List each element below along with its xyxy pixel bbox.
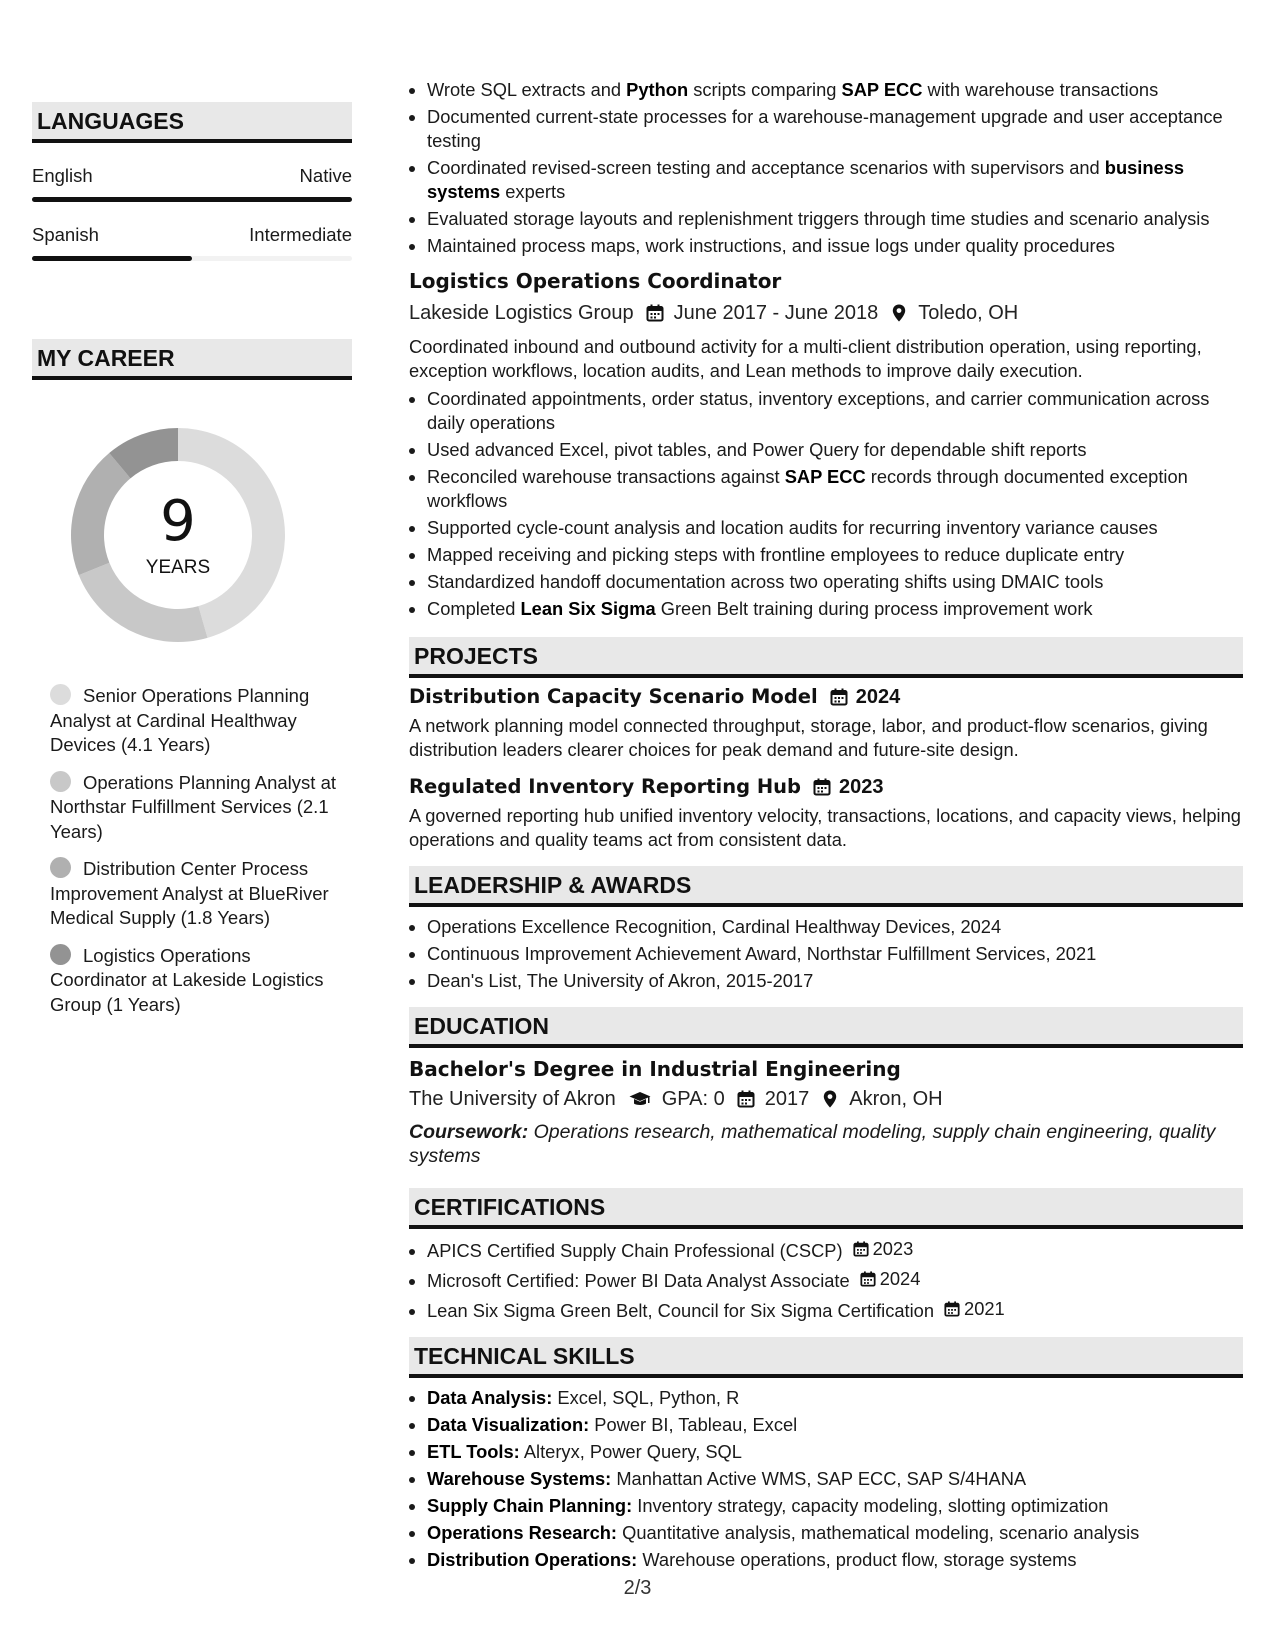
skill-item [427, 1548, 1243, 1572]
previous-job-bullets [409, 78, 1243, 258]
projects-list [409, 684, 1243, 852]
language-proficiency-fill [32, 256, 192, 261]
skill-value: Quantitative analysis, mathematical modeling, scenario analysis [622, 1522, 1140, 1543]
career-legend-item [50, 944, 352, 1018]
certification-name: APICS Certified Supply Chain Professional (CSCP) [427, 1240, 843, 1261]
certification-item [427, 1237, 1243, 1263]
certification-date [944, 1297, 1005, 1321]
bullet-text: Reconciled warehouse transactions against [427, 466, 785, 487]
certification-year: 2024 [879, 1268, 921, 1289]
education-year: 2017 [764, 1088, 810, 1110]
skills-list [409, 1386, 1243, 1572]
legend-dot-icon [50, 771, 71, 792]
career-legend-item [50, 684, 352, 758]
skill-value: Excel, SQL, Python, R [557, 1387, 740, 1408]
language-level: Native [299, 165, 352, 186]
award-item: • Continuous Improvement Achievement Award, Northstar Fulfillment Services, 2021 [427, 942, 1243, 966]
donut-center [65, 422, 291, 648]
bullet-keyword: SAP ECC [784, 466, 866, 487]
career-legend-label: Operations Planning Analyst at Northstar Fulfillment Services (2.1 Years) [50, 771, 336, 842]
skill-value: Power BI, Tableau, Excel [594, 1414, 798, 1435]
project-description: A governed reporting hub unified inventory velocity, transactions, locations, and capacity views, helping operations and quality teams act from consistent data. [409, 805, 1241, 850]
education-coursework [409, 1120, 1243, 1168]
certification-date [860, 1267, 921, 1291]
language-row [32, 224, 352, 246]
skill-value: Alteryx, Power Query, SQL [523, 1441, 742, 1462]
calendar-icon [737, 1090, 755, 1108]
career-legend-label: Distribution Center Process Improvement Analyst at BlueRiver Medical Supply (1.8 Years) [50, 858, 329, 928]
job-title: Logistics Operations Coordinator [409, 269, 782, 293]
bullet-item [427, 597, 1243, 621]
bullet-text: Supported cycle-count analysis and location audits for recurring inventory variance causes [427, 517, 1158, 538]
bullet-text: Used advanced Excel, pivot tables, and Power Query for dependable shift reports [427, 439, 1087, 460]
location-pin-icon [821, 1090, 839, 1108]
certifications-list [409, 1237, 1243, 1323]
education-location: Akron, OH [849, 1088, 943, 1110]
bullet-item [427, 438, 1243, 462]
calendar-icon [944, 1301, 960, 1317]
bullet-keyword: SAP ECC [841, 79, 923, 100]
language-proficiency-bar [32, 197, 352, 202]
bullet-keyword: business systems [427, 157, 1185, 202]
project-year: 2023 [839, 776, 884, 798]
bullet-text: scripts comparing [688, 79, 842, 100]
calendar-icon [853, 1241, 869, 1257]
bullet-text: Mapped receiving and picking steps with frontline employees to reduce duplicate entry [427, 544, 1125, 565]
skill-label: ETL Tools: [427, 1441, 520, 1462]
languages-list [32, 165, 352, 261]
career-donut-chart [65, 422, 291, 648]
language-name: English [32, 165, 93, 186]
skill-label: Operations Research: [427, 1522, 617, 1543]
certification-item [427, 1297, 1243, 1323]
bullet-item [427, 465, 1243, 513]
project-title-row [409, 774, 1243, 800]
location-pin-icon [890, 304, 908, 322]
award-item: • Dean's List, The University of Akron, 2015-2017 [427, 969, 1243, 993]
bullet-text: Coordinated appointments, order status, inventory exceptions, and carrier communication across daily operations [427, 388, 1210, 433]
project-title: Distribution Capacity Scenario Model [409, 685, 818, 708]
skill-label: Data Analysis: [427, 1387, 553, 1408]
skill-label: Warehouse Systems: [427, 1468, 612, 1489]
project-item [409, 774, 1243, 852]
bullet-text: Documented current-state processes for a warehouse-management upgrade and user acceptance testing [427, 106, 1223, 151]
certifications-heading: CERTIFICATIONS [409, 1188, 1243, 1229]
career-heading: MY CAREER [32, 339, 352, 380]
certification-name: Microsoft Certified: Power BI Data Analyst Associate [427, 1270, 850, 1291]
skill-label: Data Visualization: [427, 1414, 590, 1435]
languages-heading: LANGUAGES [32, 102, 352, 143]
bullet-item [427, 105, 1243, 153]
legend-dot-icon [50, 944, 71, 965]
leadership-heading: LEADERSHIP & AWARDS [409, 866, 1243, 907]
bullet-item [427, 156, 1243, 204]
skill-label: Distribution Operations: [427, 1549, 638, 1570]
project-item [409, 684, 1243, 762]
bullet-item [427, 516, 1243, 540]
career-legend [32, 684, 352, 1017]
project-title: Regulated Inventory Reporting Hub [409, 775, 802, 798]
certification-year: 2023 [872, 1238, 914, 1259]
bullet-item [427, 570, 1243, 594]
skill-item [427, 1413, 1243, 1437]
skill-value: Inventory strategy, capacity modeling, slotting optimization [637, 1495, 1109, 1516]
skill-item [427, 1386, 1243, 1410]
job-company: Lakeside Logistics Group [409, 302, 634, 324]
skill-label: Supply Chain Planning: [427, 1495, 633, 1516]
career-years-label: YEARS [145, 557, 211, 578]
bullet-text: records through documented exception workflows [427, 466, 1188, 511]
education-gpa: GPA: 0 [661, 1088, 725, 1110]
calendar-icon [860, 1271, 876, 1287]
bullet-keyword: Python [626, 79, 689, 100]
bullet-text: Completed [427, 598, 521, 619]
graduation-cap-icon [628, 1090, 652, 1108]
education-meta [409, 1086, 1243, 1112]
certification-year: 2021 [964, 1298, 1005, 1319]
calendar-icon [813, 778, 831, 796]
job-location: Toledo, OH [918, 302, 1019, 324]
project-title-row [409, 684, 1243, 710]
bullet-keyword: Lean Six Sigma [520, 598, 656, 619]
bullet-text: Evaluated storage layouts and replenishment triggers through time studies and scenario analysis [427, 208, 1210, 229]
career-legend-item [50, 857, 352, 931]
calendar-icon [646, 304, 664, 322]
skill-value: Warehouse operations, product flow, storage systems [642, 1549, 1077, 1570]
career-legend-item [50, 771, 352, 845]
project-description: A network planning model connected throughput, storage, labor, and product-flow scenarios, giving distribution leaders clearer choices for peak demand and future-site design. [409, 715, 1208, 760]
language-proficiency-fill [32, 197, 352, 202]
projects-heading: PROJECTS [409, 637, 1243, 678]
job-summary: Coordinated inbound and outbound activity for a multi-client distribution operation, using reporting, exception workflows, location audits, and Lean methods to improve daily execution. [409, 336, 1202, 381]
bullet-item [427, 78, 1243, 102]
leadership-list [409, 915, 1243, 993]
bullet-text: Standardized handoff documentation across two operating shifts using DMAIC tools [427, 571, 1104, 592]
award-item: • Operations Excellence Recognition, Cardinal Healthway Devices, 2024 [427, 915, 1243, 939]
legend-dot-icon [50, 857, 71, 878]
bullet-text: Wrote SQL extracts and [427, 79, 627, 100]
certification-date [853, 1237, 914, 1261]
bullet-text: experts [500, 181, 566, 202]
skill-item [427, 1494, 1243, 1518]
education-degree: Bachelor's Degree in Industrial Engineering [409, 1057, 901, 1081]
job-dates: June 2017 - June 2018 [673, 302, 879, 324]
bullet-text: Coordinated revised-screen testing and acceptance scenarios with supervisors and [427, 157, 1105, 178]
education-heading: EDUCATION [409, 1007, 1243, 1048]
certification-name: Lean Six Sigma Green Belt, Council for Six Sigma Certification [427, 1300, 935, 1321]
bullet-text: Maintained process maps, work instructions, and issue logs under quality procedures [427, 235, 1115, 256]
skill-item [427, 1521, 1243, 1545]
bullet-text: Green Belt training during process improvement work [655, 598, 1093, 619]
right-column [409, 78, 1243, 1575]
language-name: Spanish [32, 224, 99, 245]
language-level: Intermediate [249, 224, 352, 245]
language-proficiency-bar [32, 256, 352, 261]
calendar-icon [830, 688, 848, 706]
project-year: 2024 [855, 686, 901, 708]
skills-heading: TECHNICAL SKILLS [409, 1337, 1243, 1378]
coursework-label: Coursework: [409, 1121, 529, 1143]
bullet-item [427, 207, 1243, 231]
career-legend-label: Senior Operations Planning Analyst at Cardinal Healthway Devices (4.1 Years) [50, 685, 310, 755]
education-school: The University of Akron [409, 1088, 616, 1110]
skill-item [427, 1467, 1243, 1491]
bullet-item [427, 543, 1243, 567]
legend-dot-icon [50, 684, 71, 705]
skill-item [427, 1440, 1243, 1464]
job-meta [409, 300, 1243, 326]
bullet-item [427, 387, 1243, 435]
skill-value: Manhattan Active WMS, SAP ECC, SAP S/4HANA [616, 1468, 1027, 1489]
language-row [32, 165, 352, 187]
certification-item [427, 1267, 1243, 1293]
coursework-text: Operations research, mathematical modeling, supply chain engineering, quality systems [409, 1121, 1216, 1167]
job-bullets [409, 387, 1243, 621]
page-number: 2/3 [623, 1577, 652, 1599]
bullet-text: with warehouse transactions [922, 79, 1159, 100]
career-years-number: 9 [160, 489, 196, 554]
left-column [32, 102, 352, 1030]
career-legend-label: Logistics Operations Coordinator at Lakeside Logistics Group (1 Years) [50, 944, 324, 1015]
bullet-item [427, 234, 1243, 258]
